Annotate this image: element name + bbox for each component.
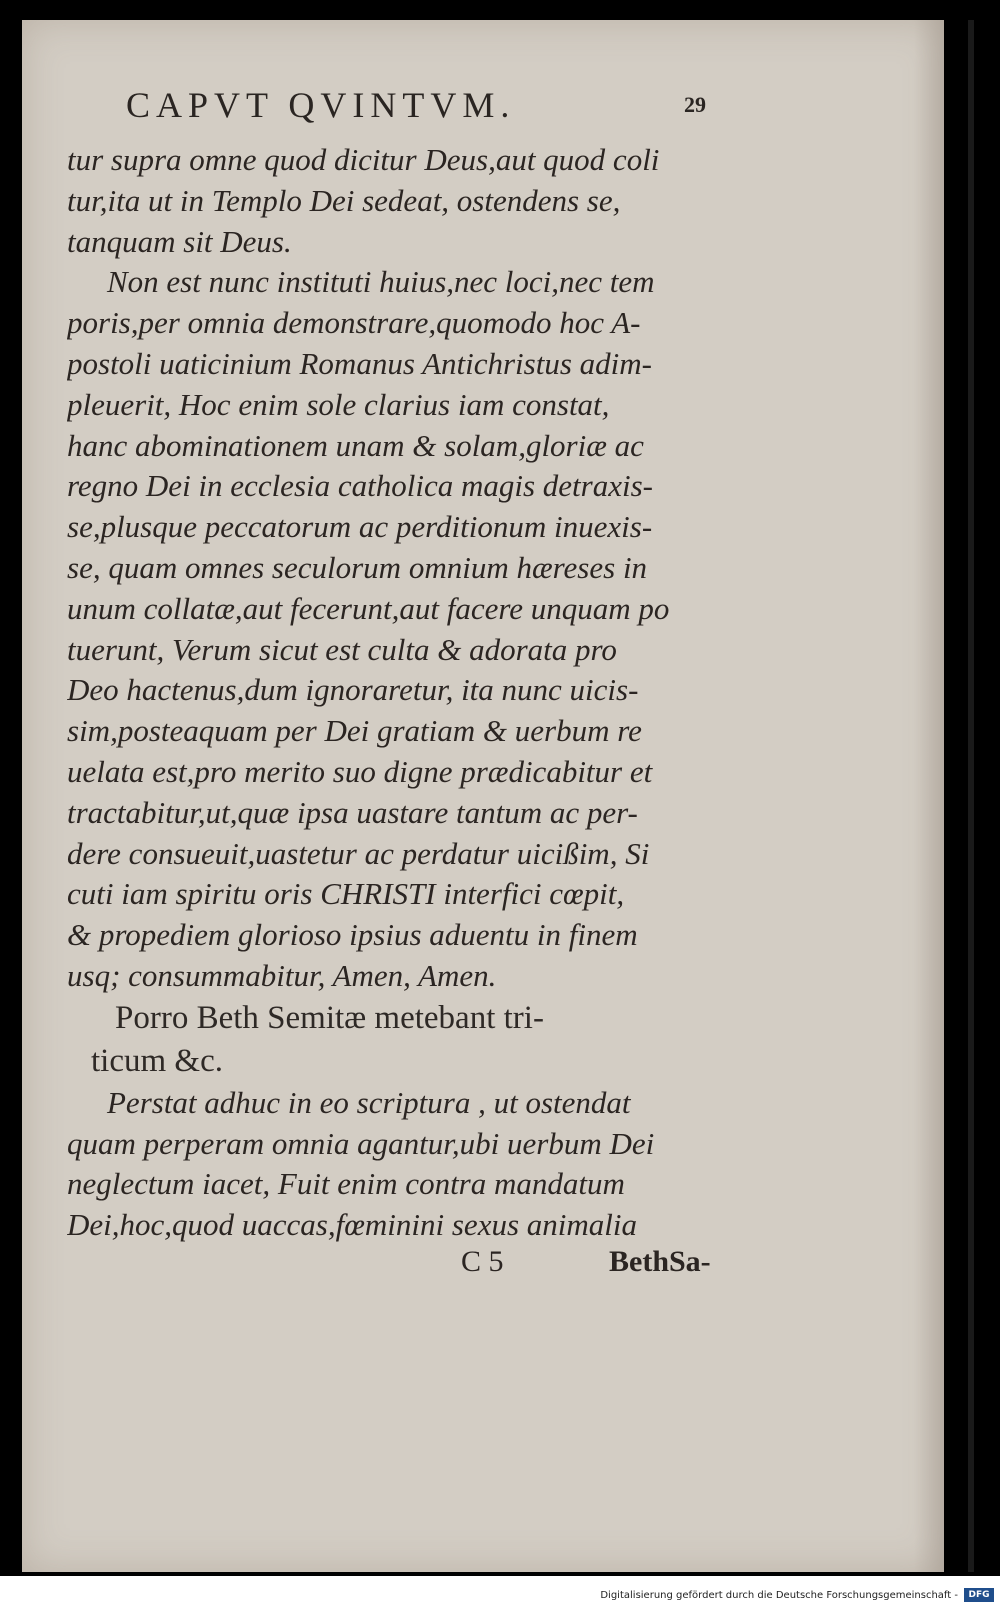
text-line: tur supra omne quod dicitur Deus,aut quod coli xyxy=(67,142,660,177)
catchword: BethSa- xyxy=(609,1245,711,1278)
footer-bar xyxy=(0,1576,1000,1613)
section-heading: ticum &c. xyxy=(91,1042,223,1079)
text-line: tur,ita ut in Templo Dei sedeat, ostendens se, xyxy=(67,182,621,218)
text-line: poris,per omnia demonstrare,quomodo hoc A- xyxy=(67,305,641,341)
text-line: postoli uaticinium Romanus Antichristus adim- xyxy=(67,345,652,381)
text-line: quam perperam omnia agantur,ubi uerbum Dei xyxy=(67,1125,655,1161)
text-line: uelata est,pro merito suo digne prædicabitur et xyxy=(67,753,653,789)
body-text xyxy=(67,140,717,1246)
text-line: pleuerit, Hoc enim sole clarius iam constat, xyxy=(67,386,610,422)
text-line: hanc abominationem unam & solam,gloriæ ac xyxy=(67,427,644,463)
text-line: sim,posteaquam per Dei gratiam & uerbum re xyxy=(67,713,642,749)
text-line: Non est nunc instituti huius,nec loci,nec tem xyxy=(107,264,655,300)
text-line: neglectum iacet, Fuit enim contra mandatum xyxy=(67,1166,625,1202)
text-line: se, quam omnes seculorum omnium hæreses in xyxy=(67,549,648,585)
running-head xyxy=(126,84,706,134)
section-heading: Porro Beth Semitæ metebant tri- xyxy=(115,999,544,1036)
text-line: Dei,hoc,quod uaccas,fœminini sexus animalia xyxy=(67,1207,637,1243)
text-line: tuerunt, Verum sicut est culta & adorata pro xyxy=(67,631,617,667)
funding-credit: Digitalisierung gefördert durch die Deutsche Forschungsgemeinschaft - xyxy=(600,1590,958,1601)
text-line: unum collatæ,aut fecerunt,aut facere unquam po xyxy=(67,590,670,626)
page-edge-divider xyxy=(968,20,974,1572)
text-line: & propediem glorioso ipsius aduentu in finem xyxy=(67,917,638,953)
text-line: usq; consummabitur, Amen, Amen. xyxy=(67,957,497,993)
text-line: tractabitur,ut,quæ ipsa uastare tantum ac per- xyxy=(67,794,638,830)
text-line: cuti iam spiritu oris CHRISTI interfici cœpit, xyxy=(67,876,625,912)
text-line: tanquam sit Deus. xyxy=(67,223,292,259)
text-line: Deo hactenus,dum ignoraretur, ita nunc uicis- xyxy=(67,672,639,708)
text-line: regno Dei in ecclesia catholica magis detraxis- xyxy=(67,468,653,504)
signature-mark: C 5 xyxy=(461,1245,504,1278)
text-line: se,plusque peccatorum ac perditionum inuexis- xyxy=(67,509,653,545)
chapter-title: CAPVT QVINTVM. xyxy=(126,85,516,125)
text-line: Perstat adhuc in eo scriptura , ut ostendat xyxy=(107,1084,631,1120)
dfg-logo-icon: DFG xyxy=(964,1588,994,1602)
text-line: dere consueuit,uastetur ac perdatur uicißim, Si xyxy=(67,835,650,871)
folio-number: 29 xyxy=(684,92,706,117)
page-foot xyxy=(66,1245,716,1285)
book-page xyxy=(22,20,944,1572)
page-edge-shadow xyxy=(914,20,944,1572)
